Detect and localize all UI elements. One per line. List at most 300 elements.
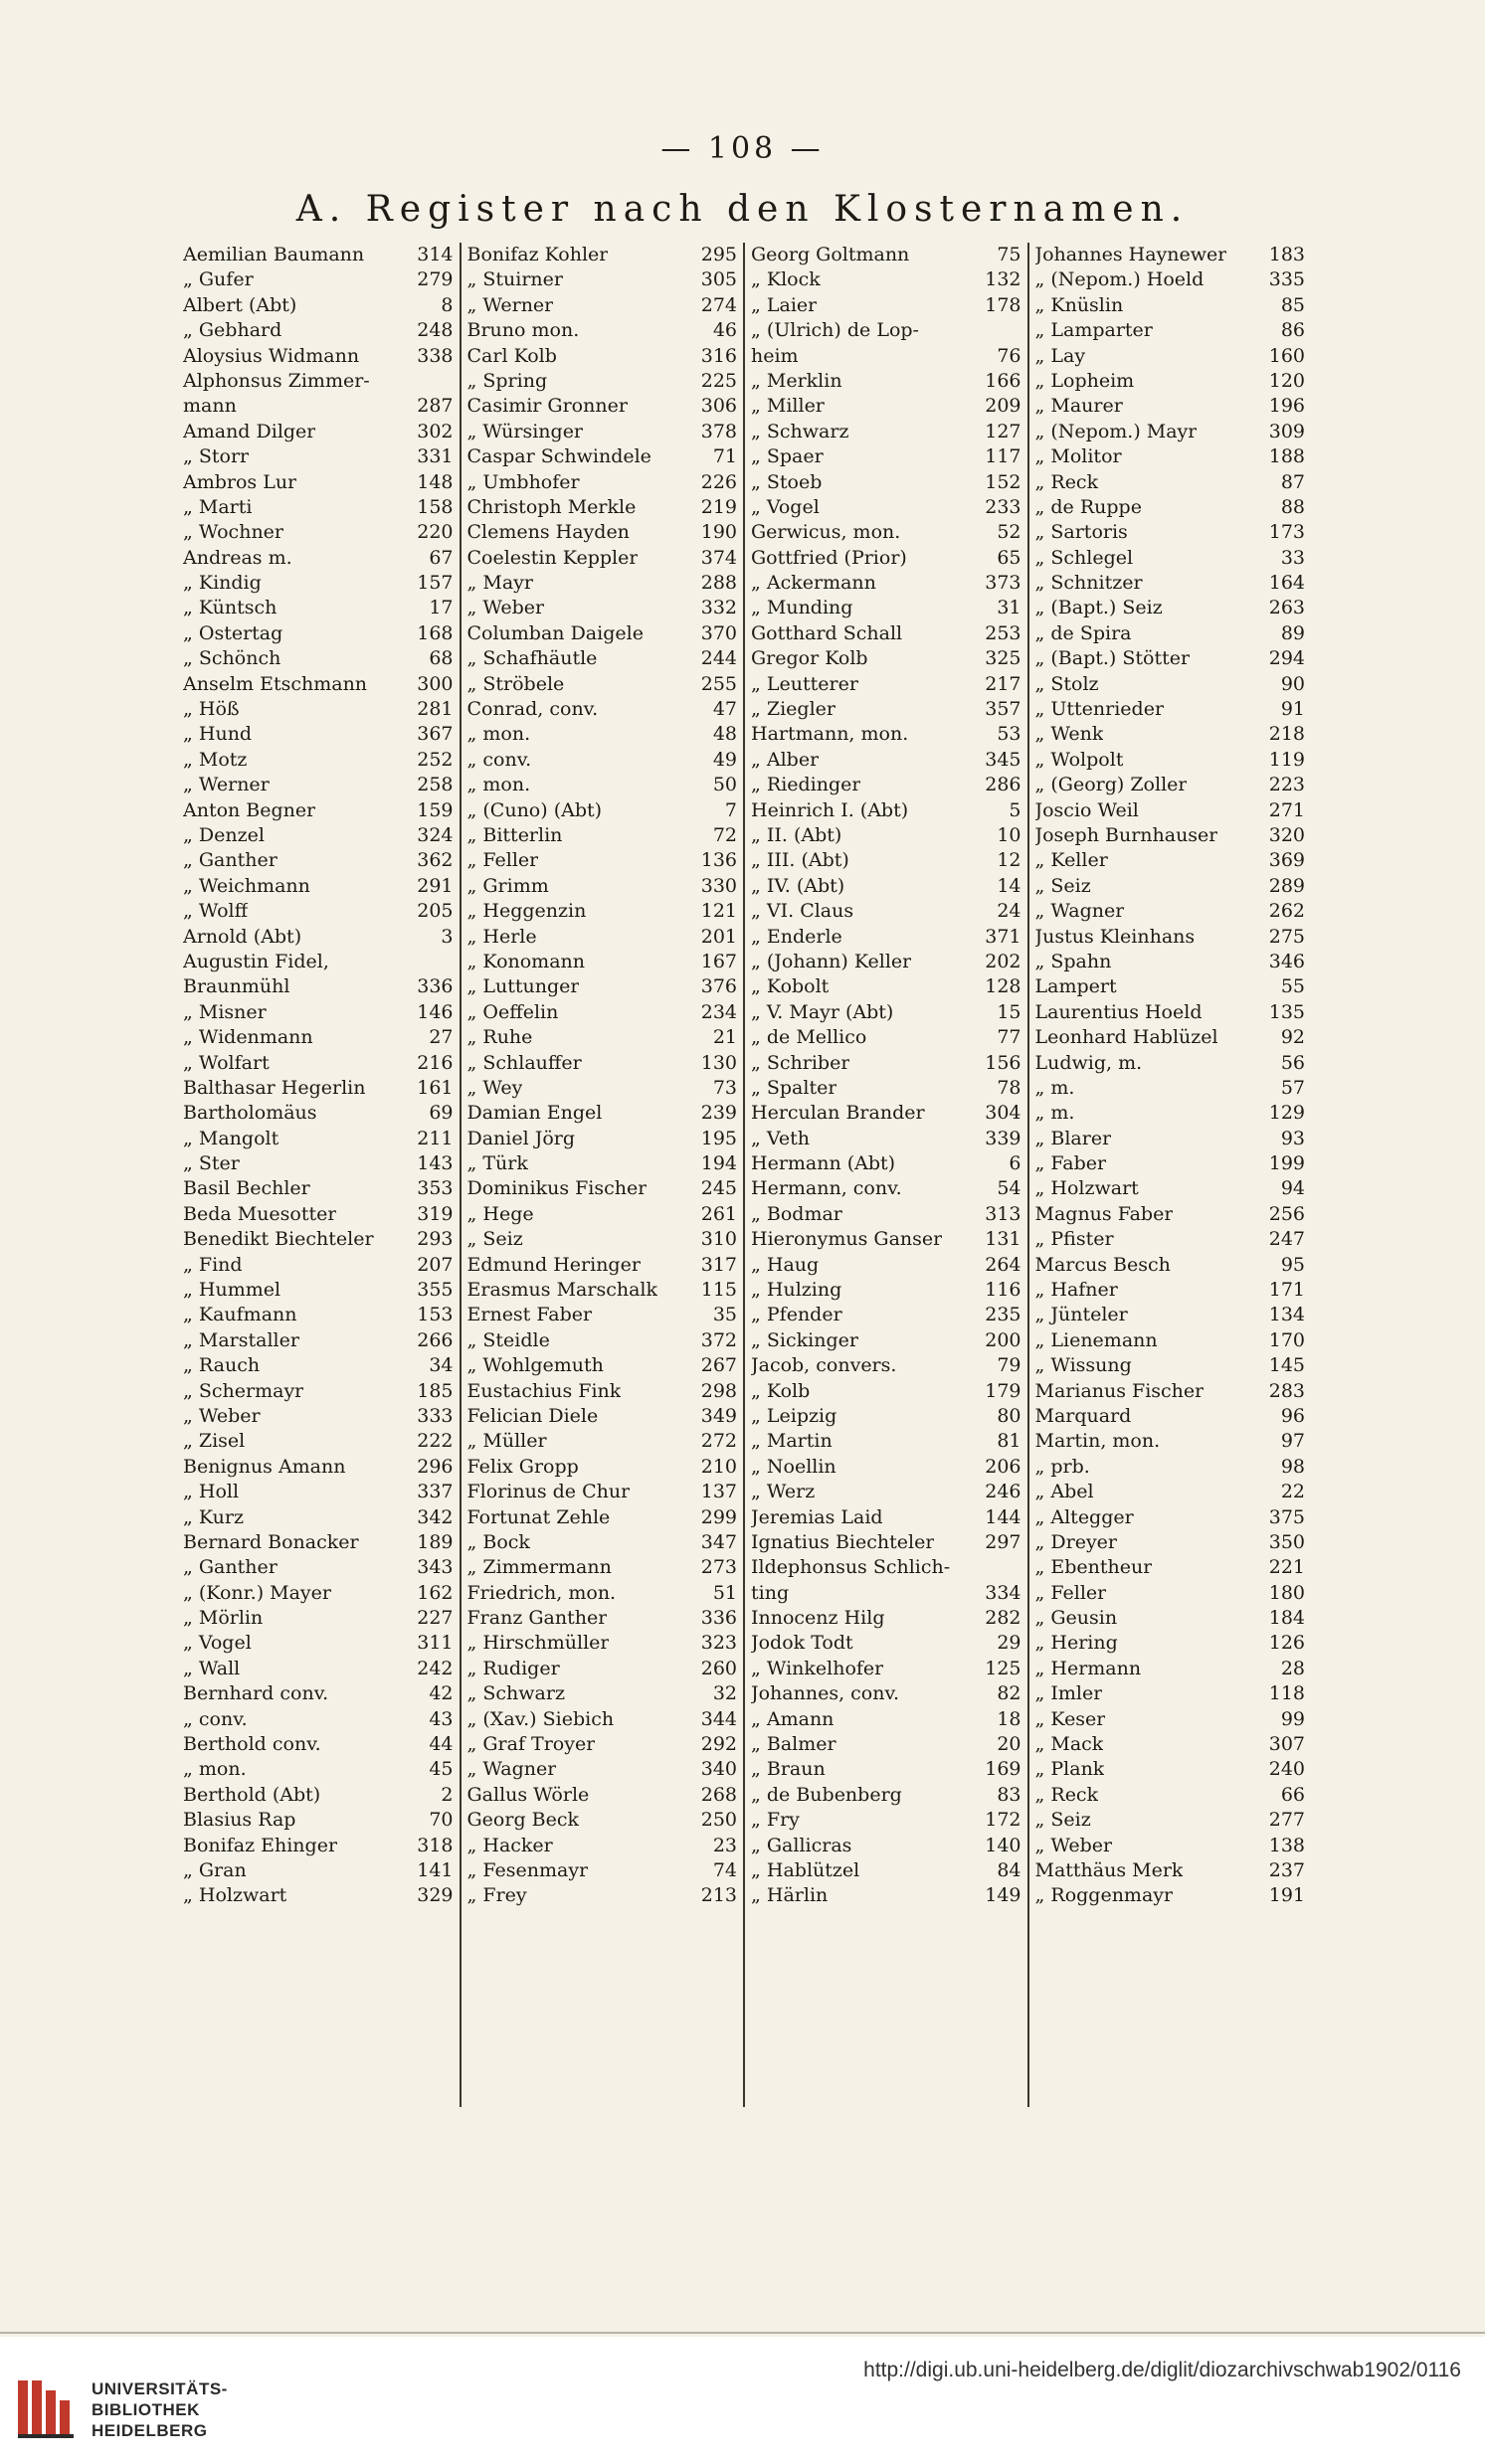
register-entry <box>467 722 738 747</box>
register-entry <box>467 874 738 899</box>
register-entry <box>183 470 454 495</box>
entry-name: „ Härlin <box>751 1884 829 1907</box>
register-entry <box>751 722 1021 747</box>
register-entry <box>751 1227 1021 1252</box>
entry-number: 20 <box>997 1733 1021 1756</box>
entry-name: Gottfried (Prior) <box>751 546 907 569</box>
register-entry <box>467 520 738 545</box>
entry-number: 194 <box>700 1152 737 1175</box>
entry-name: „ Kaufmann <box>183 1304 297 1326</box>
entry-number: 168 <box>417 621 454 644</box>
entry-name: „ Pfister <box>1034 1228 1114 1251</box>
entry-name: Edmund Heringer <box>466 1253 641 1276</box>
entry-number: 333 <box>417 1404 454 1427</box>
entry-number: 79 <box>997 1354 1021 1377</box>
entry-name: „ III. (Abt) <box>751 849 849 872</box>
entry-name: Anselm Etschmann <box>183 672 368 695</box>
entry-name: „ Gran <box>183 1859 247 1881</box>
entry-number: 89 <box>1280 621 1305 644</box>
entry-number: 372 <box>700 1328 737 1351</box>
library-name-line: HEIDELBERG <box>92 2421 208 2440</box>
entry-number: 180 <box>1268 1581 1305 1604</box>
register-entry <box>467 1025 738 1050</box>
entry-number: 289 <box>1268 874 1305 897</box>
register-entry <box>751 1757 1021 1782</box>
register-entry <box>751 823 1021 848</box>
register-entry <box>467 596 738 620</box>
register-entry <box>751 571 1021 596</box>
entry-number: 335 <box>1268 268 1305 291</box>
register-entry <box>1035 369 1306 394</box>
entry-number: 117 <box>985 445 1021 468</box>
register-entry <box>467 1051 738 1076</box>
register-entry <box>1035 1076 1306 1101</box>
entry-name: Johannes, conv. <box>751 1682 900 1705</box>
entry-name: „ Wolfart <box>183 1051 270 1074</box>
entry-number: 331 <box>417 445 454 468</box>
entry-number: 313 <box>985 1202 1021 1225</box>
entry-number: 330 <box>700 874 737 897</box>
entry-name: „ Hering <box>1034 1632 1118 1655</box>
entry-number: 80 <box>997 1404 1021 1427</box>
register-entry <box>751 1127 1021 1151</box>
entry-number: 3 <box>441 925 454 948</box>
entry-number: 339 <box>985 1127 1021 1149</box>
register-entry <box>1035 697 1306 722</box>
register-entry <box>751 470 1021 495</box>
register-entry <box>751 1808 1021 1833</box>
entry-number: 374 <box>700 546 737 569</box>
entry-name: „ Storr <box>183 445 250 468</box>
register-entry <box>183 1176 454 1201</box>
register-entry <box>467 1808 738 1833</box>
entry-name: „ Ströbele <box>466 672 565 695</box>
entry-number: 87 <box>1280 470 1305 493</box>
entry-number: 291 <box>417 874 454 897</box>
entry-number: 29 <box>997 1632 1021 1655</box>
entry-name: „ Keser <box>1034 1707 1106 1730</box>
register-entry <box>183 444 454 469</box>
entry-number: 248 <box>417 319 454 342</box>
register-entry <box>751 848 1021 873</box>
register-entry <box>751 1581 1021 1606</box>
entry-name: Bonifaz Kohler <box>466 244 609 265</box>
entry-name: Columban Daigele <box>466 621 644 644</box>
entry-name: „ (Bapt.) Stötter <box>1034 647 1191 670</box>
register-entry <box>1035 520 1306 545</box>
entry-name: „ Hirschmüller <box>466 1632 610 1655</box>
entry-number: 144 <box>985 1505 1021 1528</box>
register-entry <box>1035 1834 1306 1858</box>
entry-name: „ Herle <box>466 925 537 948</box>
register-entry <box>1035 1303 1306 1327</box>
entry-name: „ Bock <box>466 1530 530 1553</box>
register-entry <box>751 1303 1021 1327</box>
entry-number: 226 <box>700 470 737 493</box>
entry-number: 127 <box>985 420 1021 442</box>
entry-number: 57 <box>1280 1076 1305 1099</box>
register-entry <box>751 520 1021 545</box>
register-entry <box>751 1606 1021 1631</box>
register-entry <box>183 1757 454 1782</box>
register-entry <box>183 1657 454 1681</box>
register-entry <box>751 444 1021 469</box>
register-entry <box>1035 318 1306 343</box>
footer <box>0 2337 1485 2464</box>
entry-name: Coelestin Keppler <box>466 546 639 569</box>
entry-number: 334 <box>985 1581 1021 1604</box>
entry-number: 268 <box>700 1783 737 1806</box>
entry-name: „ Würsinger <box>466 420 584 442</box>
entry-number: 27 <box>429 1026 454 1049</box>
entry-number: 75 <box>997 244 1021 265</box>
entry-name: „ Gufer <box>183 268 254 291</box>
register-entry <box>467 1202 738 1227</box>
register-entry <box>751 495 1021 520</box>
entry-name: Benignus Amann <box>183 1455 346 1478</box>
register-entry <box>1035 798 1306 823</box>
entry-name: Bruno mon. <box>466 319 580 342</box>
entry-number: 35 <box>712 1304 737 1326</box>
entry-name: Ignatius Biechteler <box>751 1530 935 1553</box>
entry-number: 190 <box>700 521 737 544</box>
entry-name: Joscio Weil <box>1034 798 1139 821</box>
entry-number: 118 <box>1268 1682 1305 1705</box>
entry-name: Franz Ganther <box>466 1607 608 1630</box>
entry-name: Laurentius Hoeld <box>1034 1000 1203 1023</box>
register-entry <box>183 1858 454 1883</box>
entry-name: Hartmann, mon. <box>751 723 909 746</box>
entry-name: „ Feller <box>1034 1581 1107 1604</box>
entry-name: „ Umbhofer <box>466 470 580 493</box>
register-entry <box>1035 621 1306 646</box>
register-entry <box>1035 848 1306 873</box>
entry-name: „ Zisel <box>183 1430 246 1453</box>
register-entry <box>1035 546 1306 571</box>
register-entry <box>751 1783 1021 1808</box>
register-entry <box>751 546 1021 571</box>
entry-name: „ II. (Abt) <box>751 823 842 846</box>
entry-name: „ Holl <box>183 1481 240 1503</box>
entry-name: mann <box>183 395 237 418</box>
register-entry <box>467 444 738 469</box>
register-entry <box>467 899 738 924</box>
entry-name: „ Martin <box>751 1430 833 1453</box>
entry-number: 178 <box>985 293 1021 316</box>
entry-name: „ (Cuno) (Abt) <box>466 798 603 821</box>
entry-number: 143 <box>417 1152 454 1175</box>
entry-name: Augustin Fidel, <box>183 950 329 972</box>
register-entry <box>183 1834 454 1858</box>
entry-number: 140 <box>985 1834 1021 1856</box>
entry-name: „ (Nepom.) Mayr <box>1034 420 1198 442</box>
entry-name: „ Holzwart <box>183 1884 287 1907</box>
entry-name: Martin, mon. <box>1034 1430 1161 1453</box>
register-entry <box>751 798 1021 823</box>
entry-name: Hermann (Abt) <box>751 1152 896 1175</box>
register-entry <box>467 1151 738 1176</box>
entry-number: 258 <box>417 774 454 796</box>
entry-number: 213 <box>700 1884 737 1907</box>
register-entry <box>183 848 454 873</box>
entry-name: „ Werner <box>466 293 554 316</box>
entry-number: 287 <box>417 395 454 418</box>
entry-number: 86 <box>1280 319 1305 342</box>
entry-number: 202 <box>985 950 1021 972</box>
entry-number: 246 <box>985 1481 1021 1503</box>
entry-number: 68 <box>429 647 454 670</box>
entry-name: „ Marstaller <box>183 1328 299 1351</box>
entry-name: Innocenz Hilg <box>751 1607 885 1630</box>
register-entry <box>183 1253 454 1278</box>
entry-name: heim <box>751 344 799 367</box>
entry-number: 294 <box>1268 647 1305 670</box>
entry-name: Joseph Burnhauser <box>1034 823 1218 846</box>
entry-name: Hermann, conv. <box>751 1177 902 1200</box>
register-entry <box>751 1631 1021 1656</box>
entry-number: 78 <box>997 1076 1021 1099</box>
entry-number: 336 <box>700 1607 737 1630</box>
register-entry <box>1035 974 1306 999</box>
entry-number: 128 <box>985 975 1021 998</box>
entry-number: 323 <box>700 1632 737 1655</box>
entry-number: 199 <box>1268 1152 1305 1175</box>
entry-number: 50 <box>712 774 737 796</box>
register-entry <box>751 646 1021 671</box>
register-entry <box>1035 646 1306 671</box>
entry-name: Georg Beck <box>466 1809 580 1832</box>
register-entry <box>467 470 738 495</box>
entry-number: 267 <box>700 1354 737 1377</box>
register-entry <box>1035 748 1306 773</box>
entry-name: „ Imler <box>1034 1682 1103 1705</box>
entry-number: 47 <box>712 698 737 721</box>
register-entry <box>1035 672 1306 697</box>
entry-name: „ Balmer <box>751 1733 836 1756</box>
entry-name: „ conv. <box>183 1707 248 1730</box>
register-entry <box>751 1858 1021 1883</box>
entry-name: „ Müller <box>466 1430 547 1453</box>
entry-number: 288 <box>700 572 737 595</box>
entry-name: „ Maurer <box>1034 395 1123 418</box>
entry-number: 134 <box>1268 1304 1305 1326</box>
entry-number: 367 <box>417 723 454 746</box>
register-entry <box>1035 1757 1306 1782</box>
entry-number: 183 <box>1268 244 1305 265</box>
entry-name: „ (Xav.) Siebich <box>466 1707 615 1730</box>
register-entry <box>1035 1883 1306 1908</box>
entry-number: 310 <box>700 1228 737 1251</box>
entry-number: 161 <box>417 1076 454 1099</box>
entry-number: 18 <box>997 1707 1021 1730</box>
register-entry <box>1035 1581 1306 1606</box>
entry-name: „ Noellin <box>751 1455 836 1478</box>
register-entry <box>183 1127 454 1151</box>
register-entry <box>467 318 738 343</box>
entry-name: „ Amann <box>751 1707 835 1730</box>
entry-number: 65 <box>997 546 1021 569</box>
entry-number: 66 <box>1280 1783 1305 1806</box>
entry-name: „ Lay <box>1034 344 1086 367</box>
entry-number: 297 <box>985 1530 1021 1553</box>
entry-name: „ Munding <box>751 597 853 619</box>
register-entry <box>183 874 454 899</box>
register-entry <box>751 974 1021 999</box>
register-entry <box>1035 950 1306 974</box>
register-entry <box>1035 1151 1306 1176</box>
register-entry <box>1035 1127 1306 1151</box>
register-entry <box>183 1808 454 1833</box>
entry-number: 370 <box>700 621 737 644</box>
entry-number: 275 <box>1268 925 1305 948</box>
entry-number: 96 <box>1280 1404 1305 1427</box>
register-entry <box>183 672 454 697</box>
register-column <box>177 243 460 2107</box>
register-entry <box>751 1253 1021 1278</box>
entry-number: 247 <box>1268 1228 1305 1251</box>
entry-name: „ Spaer <box>751 445 824 468</box>
entry-number: 88 <box>1280 495 1305 518</box>
entry-name: „ Weichmann <box>183 874 310 897</box>
register-entry <box>1035 1429 1306 1454</box>
register-entry <box>1035 1808 1306 1833</box>
page-number: — 108 — <box>660 131 825 166</box>
entry-number: 264 <box>985 1253 1021 1276</box>
entry-number: 344 <box>700 1707 737 1730</box>
register-entry <box>183 520 454 545</box>
register-entry <box>467 748 738 773</box>
entry-number: 10 <box>997 823 1021 846</box>
entry-name: „ Spahn <box>1034 950 1112 972</box>
entry-number: 146 <box>417 1000 454 1023</box>
entry-number: 5 <box>1009 798 1021 821</box>
entry-name: Aloysius Widmann <box>183 344 360 367</box>
register-entry <box>183 823 454 848</box>
entry-number: 293 <box>417 1228 454 1251</box>
register-entry <box>1035 1101 1306 1126</box>
register-entry <box>1035 1858 1306 1883</box>
entry-number: 299 <box>700 1505 737 1528</box>
register-entry <box>183 621 454 646</box>
entry-number: 309 <box>1268 420 1305 442</box>
source-url-link[interactable]: http://digi.ub.uni-heidelberg.de/diglit/diozarchivschwab1902/0116 <box>863 2359 1461 2381</box>
entry-number: 48 <box>712 723 737 746</box>
entry-name: „ m. <box>1034 1076 1075 1099</box>
entry-number: 28 <box>1280 1657 1305 1679</box>
library-name <box>92 2378 228 2441</box>
entry-name: „ Schlauffer <box>466 1051 582 1074</box>
entry-name: „ Stolz <box>1034 672 1099 695</box>
entry-name: „ Grimm <box>466 874 549 897</box>
entry-name: „ Laier <box>751 293 818 316</box>
register-entry <box>183 293 454 318</box>
entry-number: 240 <box>1268 1758 1305 1781</box>
entry-number: 302 <box>417 420 454 442</box>
entry-number: 83 <box>997 1783 1021 1806</box>
entry-number: 95 <box>1280 1253 1305 1276</box>
entry-number: 244 <box>700 647 737 670</box>
register-entry <box>183 1555 454 1580</box>
register-entry <box>467 267 738 292</box>
register-entry <box>183 495 454 520</box>
entry-name: „ Misner <box>183 1000 267 1023</box>
entry-name: Florinus de Chur <box>466 1481 631 1503</box>
entry-number: 282 <box>985 1607 1021 1630</box>
entry-number: 72 <box>712 823 737 846</box>
register-entry <box>467 1505 738 1530</box>
register-entry <box>751 1657 1021 1681</box>
entry-name: „ Roggenmayr <box>1034 1884 1174 1907</box>
register-entry <box>467 1379 738 1404</box>
entry-name: Christoph Merkle <box>466 495 637 518</box>
entry-number: 52 <box>997 521 1021 544</box>
entry-name: „ mon. <box>466 774 531 796</box>
entry-name: Felix Gropp <box>466 1455 579 1478</box>
entry-name: „ Blarer <box>1034 1127 1112 1149</box>
register-entry <box>1035 420 1306 444</box>
entry-name: „ Hacker <box>466 1834 553 1856</box>
entry-number: 67 <box>429 546 454 569</box>
entry-name: „ Ster <box>183 1152 240 1175</box>
entry-name: „ Uttenrieder <box>1034 698 1165 721</box>
register-entry <box>467 1883 738 1908</box>
entry-number: 219 <box>700 495 737 518</box>
register-entry <box>751 1505 1021 1530</box>
register-entry <box>751 899 1021 924</box>
register-entry <box>1035 874 1306 899</box>
entry-name: „ Wohlgemuth <box>466 1354 604 1377</box>
entry-number: 14 <box>997 874 1021 897</box>
entry-number: 119 <box>1268 748 1305 771</box>
entry-name: „ Wey <box>466 1076 523 1099</box>
entry-number: 44 <box>429 1733 454 1756</box>
entry-number: 170 <box>1268 1328 1305 1351</box>
register-entry <box>183 1681 454 1706</box>
entry-name: „ Lienemann <box>1034 1328 1158 1351</box>
register-entry <box>467 1328 738 1353</box>
entry-number: 210 <box>700 1455 737 1478</box>
register-entry <box>751 1707 1021 1732</box>
entry-name: „ Kindig <box>183 572 262 595</box>
register-entry <box>467 1000 738 1025</box>
entry-name: „ Wolpolt <box>1034 748 1124 771</box>
entry-name: Felician Diele <box>466 1404 599 1427</box>
entry-number: 292 <box>700 1733 737 1756</box>
register-entry <box>467 1858 738 1883</box>
register-entry <box>751 1732 1021 1757</box>
entry-number: 239 <box>700 1102 737 1125</box>
entry-name: „ Hablützel <box>751 1859 860 1881</box>
entry-number: 196 <box>1268 395 1305 418</box>
entry-number: 336 <box>417 975 454 998</box>
entry-name: Erasmus Marschalk <box>466 1279 657 1302</box>
entry-name: „ Ostertag <box>183 621 283 644</box>
register-entry <box>467 1631 738 1656</box>
entry-number: 221 <box>1268 1556 1305 1579</box>
entry-number: 211 <box>417 1127 454 1149</box>
entry-number: 135 <box>1268 1000 1305 1023</box>
entry-number: 305 <box>700 268 737 291</box>
entry-name: „ IV. (Abt) <box>751 874 845 897</box>
entry-number: 131 <box>985 1228 1021 1251</box>
entry-name: „ Lamparter <box>1034 319 1153 342</box>
register-entry <box>183 925 454 950</box>
entry-name: „ Schwarz <box>751 420 849 442</box>
entry-name: „ (Konr.) Mayer <box>183 1581 331 1604</box>
register-entry <box>751 1429 1021 1454</box>
entry-name: Gallus Wörle <box>466 1783 590 1806</box>
register-entry <box>751 344 1021 369</box>
